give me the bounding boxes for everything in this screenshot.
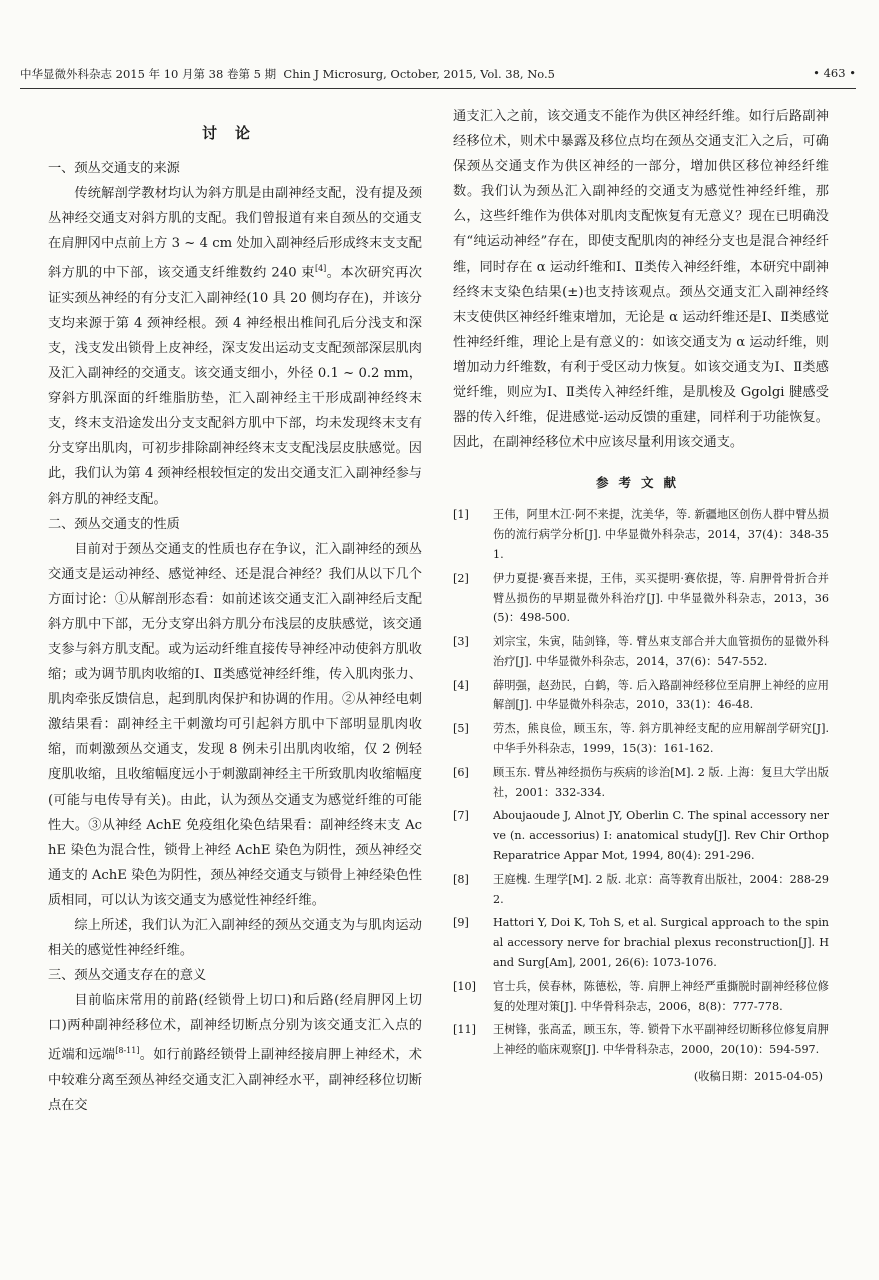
- section-2-paragraph-1: 目前对于颈丛交通支的性质也存在争议，汇入副神经的颈丛交通支是运动神经、感觉神经、还是混合神经？我们从以下几个方面讨论：①从解剖形态看：如前述该交通支汇入副神经后支配斜方肌中下部，无分支穿出斜方肌分布浅层的皮肤感觉，该交通支参与斜方肌支配。或为运动纤维直接传导神经冲动使斜方肌收缩；或为调节肌肉收缩的Ⅰ、Ⅱ类感觉神经纤维，传入肌肉张力、肌肉牵张反馈信息，起到肌肉保护和协调的作用。②从神经电刺激结果看：副神经主干刺激均可引起斜方肌中下部明显肌肉收缩，而刺激颈丛交通支，发现 8 例未引出肌肉收缩，仅 2 例轻度肌收缩，且收缩幅度远小于刺激副神经主干所致肌肉收缩幅度(可能与电传导有关)。由此，认为颈丛交通支为感觉纤维的可能性大。③从神经 AchE 免疫组化染色结果看：副神经终末支 AchE 染色为混合性，锁骨上神经 AchE 染色为阴性，颈丛神经交通支的 AchE 染色为阴性，颈丛神经交通支与锁骨上神经染色性质相同，可以认为该交通支为感觉性神经纤维。: [48, 541, 422, 908]
- reference-text: Aboujaoude J, Alnot JY, Oberlin C. The spinal accessory nerve (n. accessorius) Ⅰ: anatomical study[J]. Rev Chir Orthop Reparatrice Appar Mot, 1994, 80(4): 291-296.: [493, 809, 829, 863]
- reference-item: [453, 870, 829, 910]
- reference-item: [453, 632, 829, 672]
- reference-text: 王树锋，张高孟，顾玉东，等. 锁骨下水平副神经切断移位修复肩胛上神经的临床观察[J]. 中华骨科杂志，2000，20(10)：594-597.: [493, 1023, 829, 1057]
- reference-item: [453, 505, 829, 564]
- journal-en: Chin J Microsurg, October, 2015, Vol. 38, No.5: [283, 67, 555, 81]
- received-date: (收稿日期：2015-04-05): [693, 1070, 823, 1084]
- running-header: [20, 66, 856, 86]
- reference-number: [4]: [453, 678, 469, 692]
- s1-text: 传统解剖学教材均认为斜方肌是由副神经支配，没有提及颈丛神经交通支对斜方肌的支配。我们曾报道有来自颈丛的交通支在肩胛冈中点前上方 3 ~ 4 cm 处加入副神经后形成终末支支配斜方肌的中下部，该交通支纤维数约 240 束: [48, 186, 422, 281]
- reference-text: 薛明强，赵劲民，白鹤，等. 后入路副神经移位至肩胛上神经的应用解剖[J]. 中华显微外科杂志，2010，33(1)：46-48.: [493, 678, 829, 712]
- reference-number: [10]: [453, 979, 476, 993]
- header-rule: [20, 88, 856, 89]
- reference-number: [6]: [453, 765, 469, 779]
- reference-item: [453, 569, 829, 628]
- reference-number: [2]: [453, 571, 469, 585]
- reference-number: [9]: [453, 916, 469, 930]
- journal-info: [20, 66, 555, 82]
- journal-cn: 中华显微外科杂志 2015 年 10 月第 38 卷第 5 期: [20, 67, 277, 81]
- reference-number: [8]: [453, 872, 469, 886]
- reference-number: [11]: [453, 1023, 476, 1037]
- section-3-continued: 通支汇入之前，该交通支不能作为供区神经纤维。如行后路副神经移位术，则术中暴露及移位点均在颈丛交通支汇入之后，可确保颈丛交通支作为供区神经的一部分，增加供区移位神经纤维数。我们认为颈丛汇入副神经的交通支为感觉性神经纤维，那么，这些纤维作为供体对肌肉支配恢复有无意义？现在已明确没有“纯运动神经”存在，即使支配肌肉的神经分支也是混合神经纤维，同时存在 α 运动纤维和Ⅰ、Ⅱ类传入神经纤维，本研究中副神经终末支染色结果(±)也支持该观点。颈丛交通支汇入副神经终末支使供区神经纤维束增加，无论是 α 运动纤维还是Ⅰ、Ⅱ类感觉性神经纤维，理论上是有意义的：如该交通支为 α 运动纤维，则增加动力纤维数，有利于受区动力恢复。如该交通支为Ⅰ、Ⅱ类感觉纤维，则应为Ⅰ、Ⅱ类传入神经纤维，是肌梭及 Ggolgi 腱感受器的传入纤维，促进感觉-运动反馈的重建，同样利于功能恢复。因此，在副神经移位术中应该尽量利用该交通支。: [453, 109, 829, 451]
- reference-number: [3]: [453, 635, 469, 649]
- citation-4[interactable]: [4]: [314, 264, 327, 274]
- reference-text: Hattori Y, Doi K, Toh S, et al. Surgical approach to the spinal accessory nerve for brachial plexus reconstruction[J]. Hand Surg[Am], 2001, 26(6): 1073-1076.: [493, 916, 829, 970]
- left-column: [48, 104, 422, 1118]
- reference-item: [453, 913, 829, 972]
- reference-item: [453, 977, 829, 1017]
- reference-text: 官士兵，侯春林，陈德松，等. 肩胛上神经严重撕脱时副神经移位修复的处理对策[J]. 中华骨科杂志，2006，8(8)：777-778.: [493, 979, 829, 1013]
- s1-text-tail: 。本次研究再次证实颈丛神经的有分支汇入副神经(10 具 20 侧均存在)，并该分支均来源于第 4 颈神经根。颈 4 神经根出椎间孔后分浅支和深支，浅支发出锁骨上皮神经，深支发出运动支支配颈部深层肌肉及汇入副神经的交通支。该交通支细小，外径 0.1 ~ 0.2 mm，穿斜方肌深面的纤维脂肪垫，汇入副神经主干形成副神经终末支，终末支沿途发出分支支配斜方肌中下部，均未发现终末支有分支穿出肌肉，可初步排除副神经终末支支配浅层皮肤感觉。因此，我们认为第 4 颈神经根较恒定的发出交通支汇入副神经参与斜方肌的神经支配。: [48, 265, 422, 507]
- section-3-title: 三、颈丛交通支存在的意义: [48, 968, 207, 984]
- reference-text: 顾玉东. 臂丛神经损伤与疾病的诊治[M]. 2 版. 上海：复旦大学出版社，2001：332-334.: [493, 765, 829, 799]
- reference-number: [7]: [453, 809, 469, 823]
- reference-text: 王伟，阿里木江·阿不来提，沈美华，等. 新疆地区创伤人群中臂丛损伤的流行病学分析[J]. 中华显微外科杂志，2014，37(4)：348-351.: [493, 508, 829, 561]
- reference-text: 伊力夏提·赛吾来提，王伟，买买提明·赛依提，等. 肩胛骨骨折合并臂丛损伤的早期显微外科治疗[J]. 中华显微外科杂志，2013，36(5)：498-500.: [493, 571, 829, 625]
- reference-item: [453, 1020, 829, 1060]
- s3-text: 目前临床常用的前路(经锁骨上切口)和后路(经肩胛冈上切口)两种副神经移位术，副神经切断点分别为该交通支汇入点的近端和远端: [48, 993, 422, 1063]
- reference-text: 劳杰，熊良俭，顾玉东，等. 斜方肌神经支配的应用解剖学研究[J]. 中华手外科杂志，1999，15(3)：161-162.: [493, 722, 829, 756]
- reference-item: [453, 719, 829, 759]
- reference-number: [1]: [453, 508, 469, 522]
- reference-list: [453, 505, 829, 1060]
- reference-text: 刘宗宝，朱寅，陆剑锋，等. 臂丛束支部合并大血管损伤的显微外科治疗[J]. 中华显微外科杂志，2014，37(6)：547-552.: [493, 635, 829, 668]
- references-title: 参考文献: [595, 475, 686, 491]
- section-1-paragraph: [48, 181, 422, 512]
- section-2-title: 二、颈丛交通支的性质: [48, 516, 180, 532]
- reference-number: [5]: [453, 722, 469, 736]
- reference-item: [453, 676, 829, 716]
- reference-item: [453, 806, 829, 865]
- page-number: • 463 •: [813, 66, 856, 80]
- s3-text-tail: 。如行前路经锁骨上副神经接肩胛上神经术，术中较难分离至颈丛神经交通支汇入副神经水平，副神经移位切断点在交: [48, 1047, 422, 1113]
- section-2-paragraph-2: 综上所述，我们认为汇入副神经的颈丛交通支为与肌肉运动相关的感觉性神经纤维。: [48, 918, 422, 959]
- reference-item: [453, 763, 829, 803]
- discussion-title: 讨论: [201, 124, 268, 142]
- section-3-paragraph: [48, 988, 422, 1118]
- reference-text: 王庭槐. 生理学[M]. 2 版. 北京：高等教育出版社，2004：288-292.: [493, 872, 829, 906]
- citation-8-11[interactable]: [8-11]: [115, 1046, 140, 1056]
- right-column: [453, 104, 829, 1084]
- section-1-title: 一、颈丛交通支的来源: [48, 161, 180, 176]
